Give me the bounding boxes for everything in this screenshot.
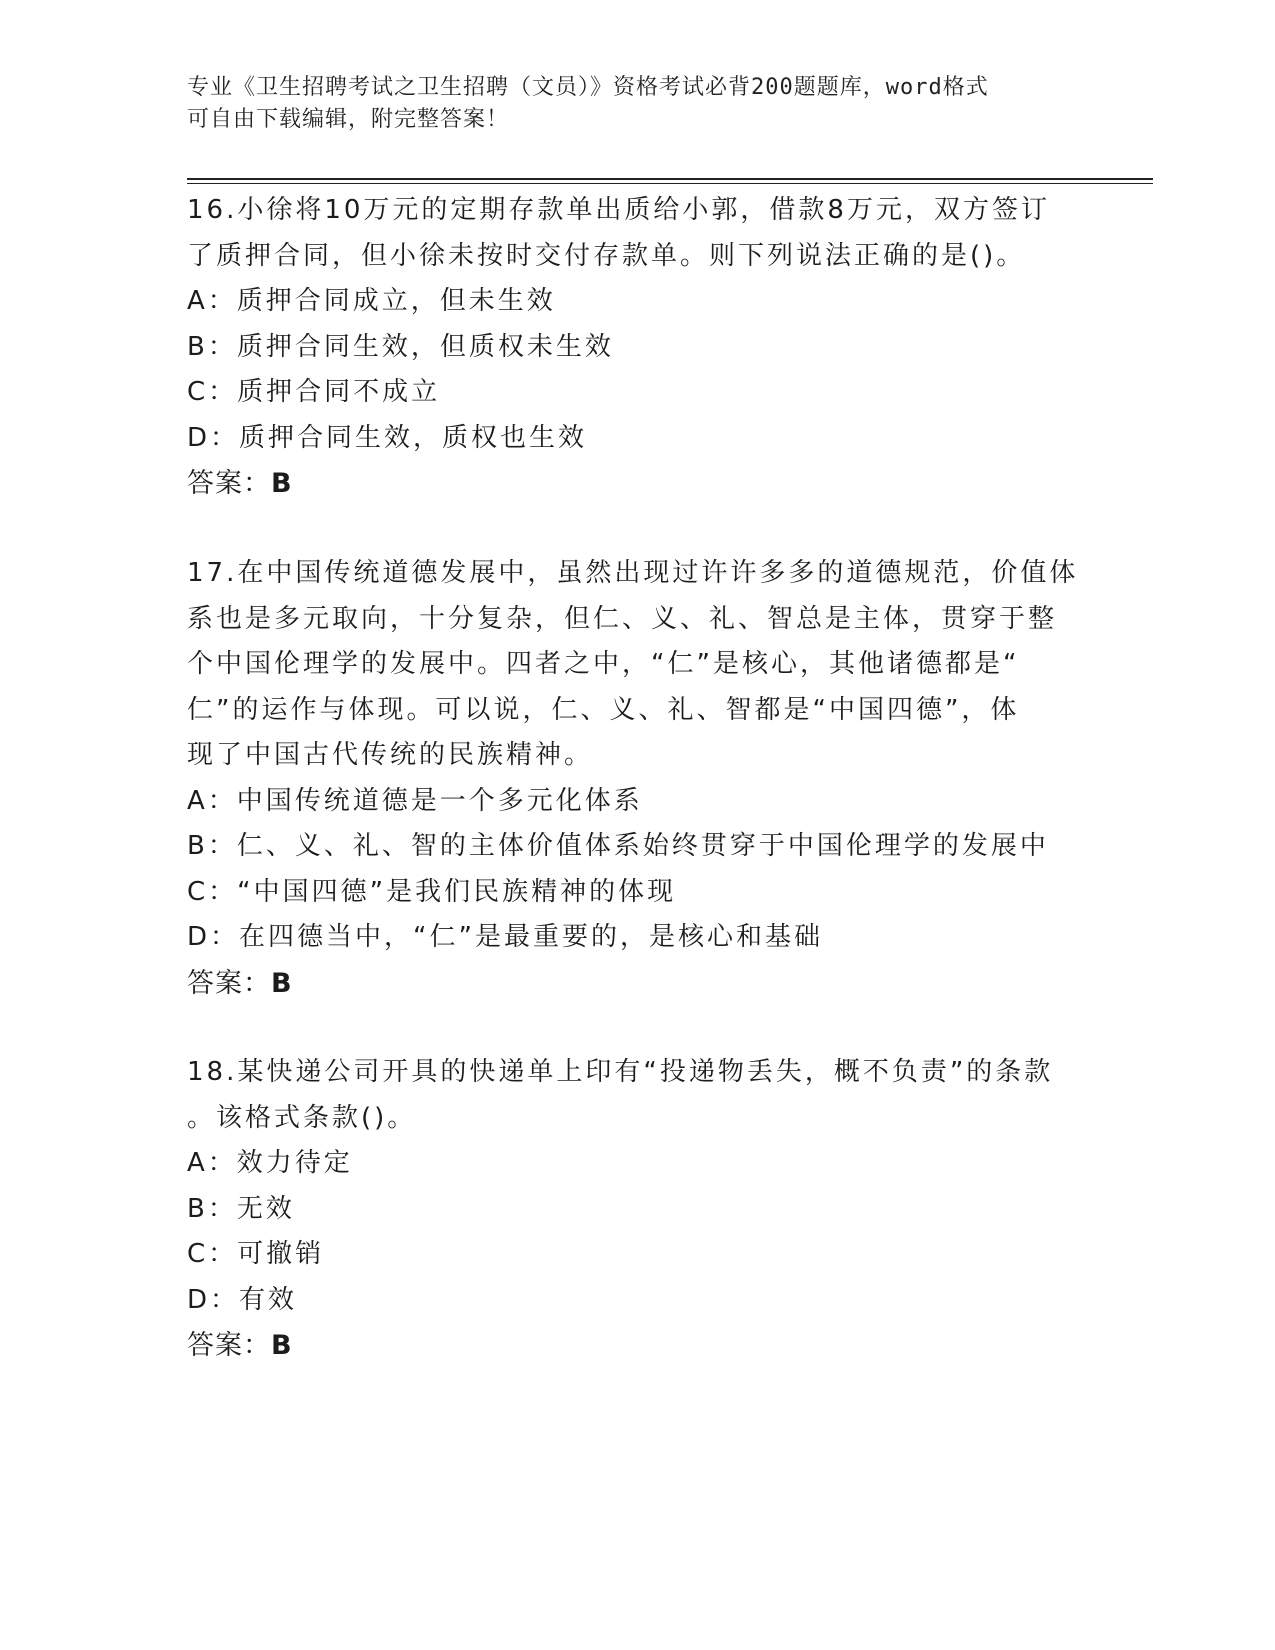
answer-label: 答案： <box>187 967 271 999</box>
header-line-1: 专业《卫生招聘考试之卫生招聘（文员）》资格考试必背200题题库，word格式 <box>187 75 989 100</box>
option-b: B：无效 <box>187 1193 295 1224</box>
question-stem-line: 仁”的运作与体现。可以说，仁、义、礼、智都是“中国四德”，体 <box>187 694 1020 725</box>
question-stem-line: 18.某快递公司开具的快递单上印有“投递物丢失，概不负责”的条款 <box>187 1057 1054 1087</box>
question-stem-line: 系也是多元取向，十分复杂，但仁、义、礼、智总是主体，贯穿于整 <box>187 603 1058 634</box>
question-16 <box>187 188 1087 507</box>
option-a: A：质押合同成立，但未生效 <box>187 286 556 316</box>
answer-label: 答案： <box>187 468 271 499</box>
question-18 <box>187 1050 1087 1369</box>
answer-value: B <box>271 1330 293 1361</box>
option-a: A：效力待定 <box>187 1148 353 1178</box>
question-stem-line: 了质押合同，但小徐未按时交付存款单。则下列说法正确的是()。 <box>187 240 1026 271</box>
answer <box>187 1323 1087 1369</box>
option-b: B：质押合同生效，但质权未生效 <box>187 331 614 362</box>
answer-value: B <box>271 967 293 999</box>
question-stem-line: 个中国伦理学的发展中。四者之中，“仁”是核心，其他诸德都是“ <box>187 649 1020 679</box>
option-a: A：中国传统道德是一个多元化体系 <box>187 785 643 816</box>
question-stem-line: 17.在中国传统道德发展中，虽然出现过许许多多的道德规范，价值体 <box>187 558 1079 588</box>
question-stem-line: 16.小徐将10万元的定期存款单出质给小郭，借款8万元，双方签订 <box>187 195 1050 225</box>
option-d: D：有效 <box>187 1284 298 1315</box>
option-d: D：在四德当中，“仁”是最重要的，是核心和基础 <box>187 922 823 952</box>
answer <box>187 961 1087 1007</box>
option-c: C：质押合同不成立 <box>187 377 441 407</box>
answer-value: B <box>271 468 293 499</box>
answer <box>187 461 1087 507</box>
header-divider-thin <box>187 183 1153 184</box>
option-c: C：可撤销 <box>187 1239 325 1269</box>
document-header <box>187 72 1067 136</box>
question-stem-line: 现了中国古代传统的民族精神。 <box>187 740 594 770</box>
option-c: C：“中国四德”是我们民族精神的体现 <box>187 876 677 907</box>
answer-label: 答案： <box>187 1330 271 1361</box>
question-stem-line: 。该格式条款()。 <box>187 1102 417 1133</box>
option-d: D：质押合同生效，质权也生效 <box>187 422 588 453</box>
question-17 <box>187 551 1087 1006</box>
header-line-2: 可自由下载编辑，附完整答案！ <box>187 107 510 132</box>
option-b: B：仁、义、礼、智的主体价值体系始终贯穿于中国伦理学的发展中 <box>187 831 1049 861</box>
header-divider-thick <box>187 178 1153 180</box>
